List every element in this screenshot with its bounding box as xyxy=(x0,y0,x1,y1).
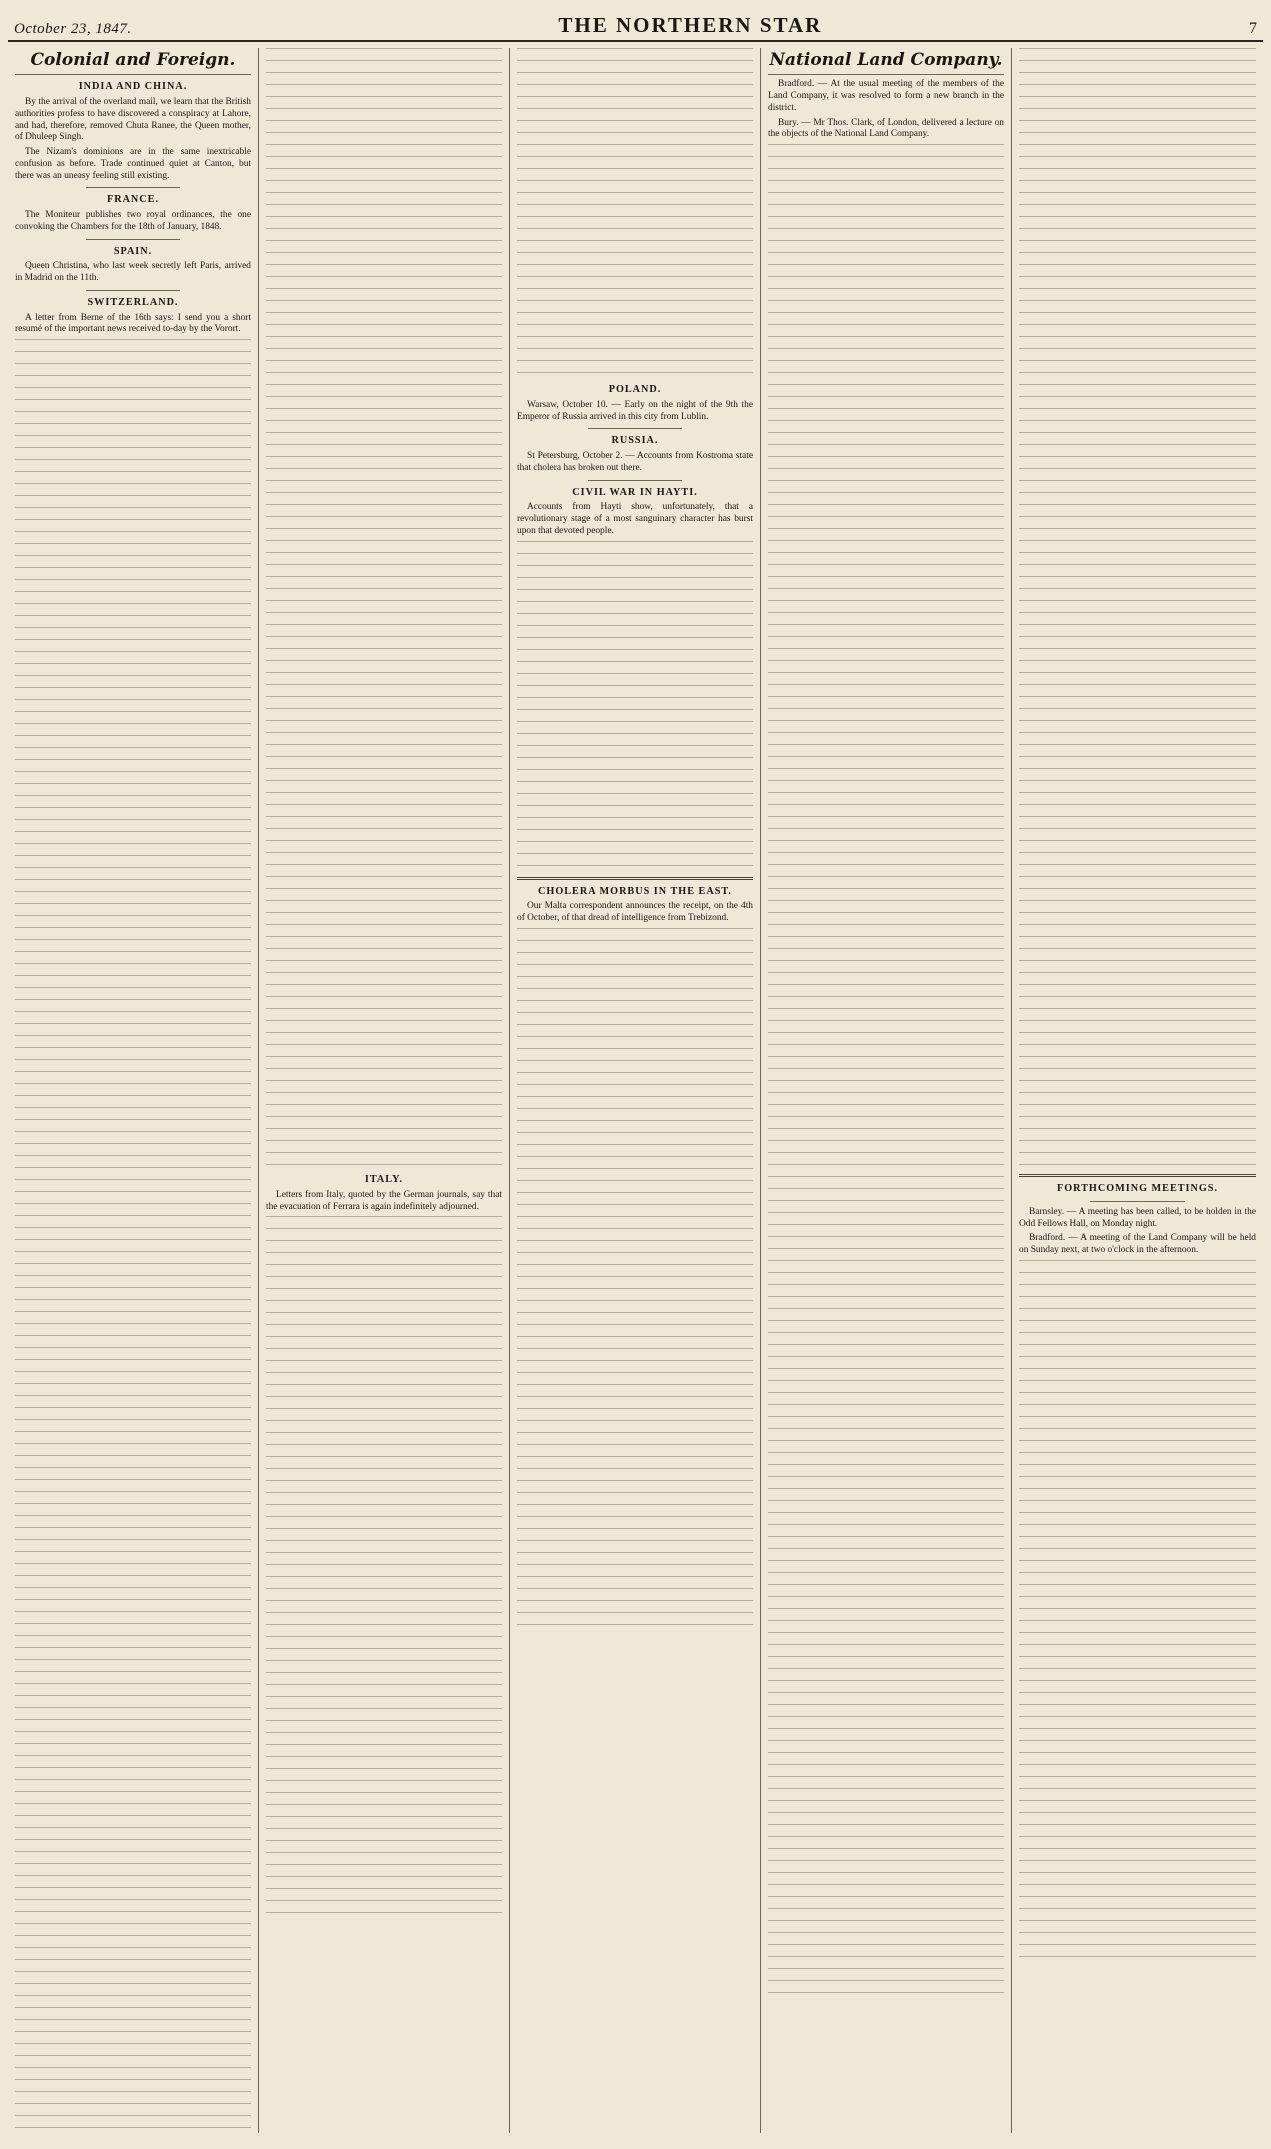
article-paragraph: Bury. — Mr Thos. Clark, of London, delivered a lecture on the objects of the National Land Company. xyxy=(768,117,1004,140)
columns-grid xyxy=(8,48,1263,2133)
masthead xyxy=(8,8,1263,42)
body-text-lines xyxy=(1019,1260,1256,1960)
divider xyxy=(86,239,180,240)
body-text-lines xyxy=(1019,48,1256,1168)
divider xyxy=(588,428,682,429)
article-paragraph: A letter from Berne of the 16th says: I send you a short resumé of the important news received to-day by the Vorort. xyxy=(15,312,251,335)
divider xyxy=(86,187,180,188)
divider xyxy=(1019,1174,1256,1177)
divider xyxy=(1090,1201,1185,1202)
body-text-lines xyxy=(517,928,753,1628)
body-text-lines xyxy=(517,541,753,871)
body-text-lines xyxy=(768,144,1004,2004)
article-paragraph: Bradford. — A meeting of the Land Company will be held on Sunday next, at two o'clock in the afternoon. xyxy=(1019,1233,1256,1255)
article-heading: CHOLERA MORBUS IN THE EAST. xyxy=(538,885,732,897)
article-heading: FORTHCOMING MEETINGS. xyxy=(1056,1183,1218,1194)
article-paragraph: Letters from Italy, quoted by the German journals, say that the evacuation of Ferrara is again indefinitely adjourned. xyxy=(266,1189,502,1212)
issue-date: October 23, 1847. xyxy=(14,21,132,37)
body-text-lines xyxy=(517,48,753,378)
column-2 xyxy=(259,48,510,2133)
article-paragraph: The Nizam's dominions are in the same inextricable confusion as before. Trade continued quiet at Canton, but there was an uneasy feeling still existing. xyxy=(15,147,251,181)
article-paragraph: Queen Christina, who last week secretly left Paris, arrived in Madrid on the 11th. xyxy=(15,261,251,283)
article-paragraph: Accounts from Hayti show, unfortunately, that a revolutionary stage of a most sanguinary character has burst upon that devoted people. xyxy=(517,502,753,536)
body-text-lines xyxy=(15,339,251,2133)
article-paragraph: Bradford. — At the usual meeting of the members of the Land Company, it was resolved to form a new branch in the district. xyxy=(768,79,1004,113)
column-3 xyxy=(510,48,761,2133)
article-paragraph: The Moniteur publishes two royal ordinances, the one convoking the Chambers for the 18th of January, 1848. xyxy=(15,210,251,232)
article-paragraph: Warsaw, October 10. — Early on the night of the 9th the Emperor of Russia arrived in this city from Lublin. xyxy=(517,399,753,422)
article-heading: ITALY. xyxy=(364,1174,404,1185)
article-paragraph: St Petersburg, October 2. — Accounts from Kostroma state that cholera has broken out there. xyxy=(517,451,753,473)
column-1 xyxy=(8,48,259,2133)
body-text-lines xyxy=(266,48,502,1168)
divider xyxy=(517,877,753,880)
article-heading: FRANCE. xyxy=(107,194,159,206)
page-number: 7 xyxy=(1248,20,1257,37)
column-4 xyxy=(761,48,1012,2133)
newspaper-title: THE NORTHERN STAR xyxy=(558,13,823,37)
article-paragraph: Our Malta correspondent announces the receipt, on the 4th of October, of that dread of intelligence from Trebizond. xyxy=(517,901,753,923)
body-text-lines xyxy=(266,1216,502,1916)
article-heading: RUSSIA. xyxy=(611,435,659,447)
article-heading: SPAIN. xyxy=(113,245,153,257)
section-title-colonial-foreign: Colonial and Foreign. xyxy=(15,50,251,75)
article-heading: INDIA AND CHINA. xyxy=(78,81,188,93)
article-heading: CIVIL WAR IN HAYTI. xyxy=(572,486,698,498)
divider xyxy=(588,480,682,481)
article-paragraph: Barnsley. — A meeting has been called, to be holden in the Odd Fellows Hall, on Monday night. xyxy=(1019,1206,1256,1229)
column-5 xyxy=(1012,48,1263,2133)
article-heading: SWITZERLAND. xyxy=(87,296,179,308)
article-paragraph: By the arrival of the overland mail, we learn that the British authorities profess to have discovered a conspiracy at Lahore, and had, therefore, removed Chuta Ranee, the Queen mother, of Dhuleep Singh. xyxy=(15,97,251,143)
newspaper-page xyxy=(8,8,1263,2133)
section-title-national-land-company: National Land Company. xyxy=(768,50,1004,75)
article-heading: POLAND. xyxy=(608,384,662,395)
divider xyxy=(86,290,180,291)
